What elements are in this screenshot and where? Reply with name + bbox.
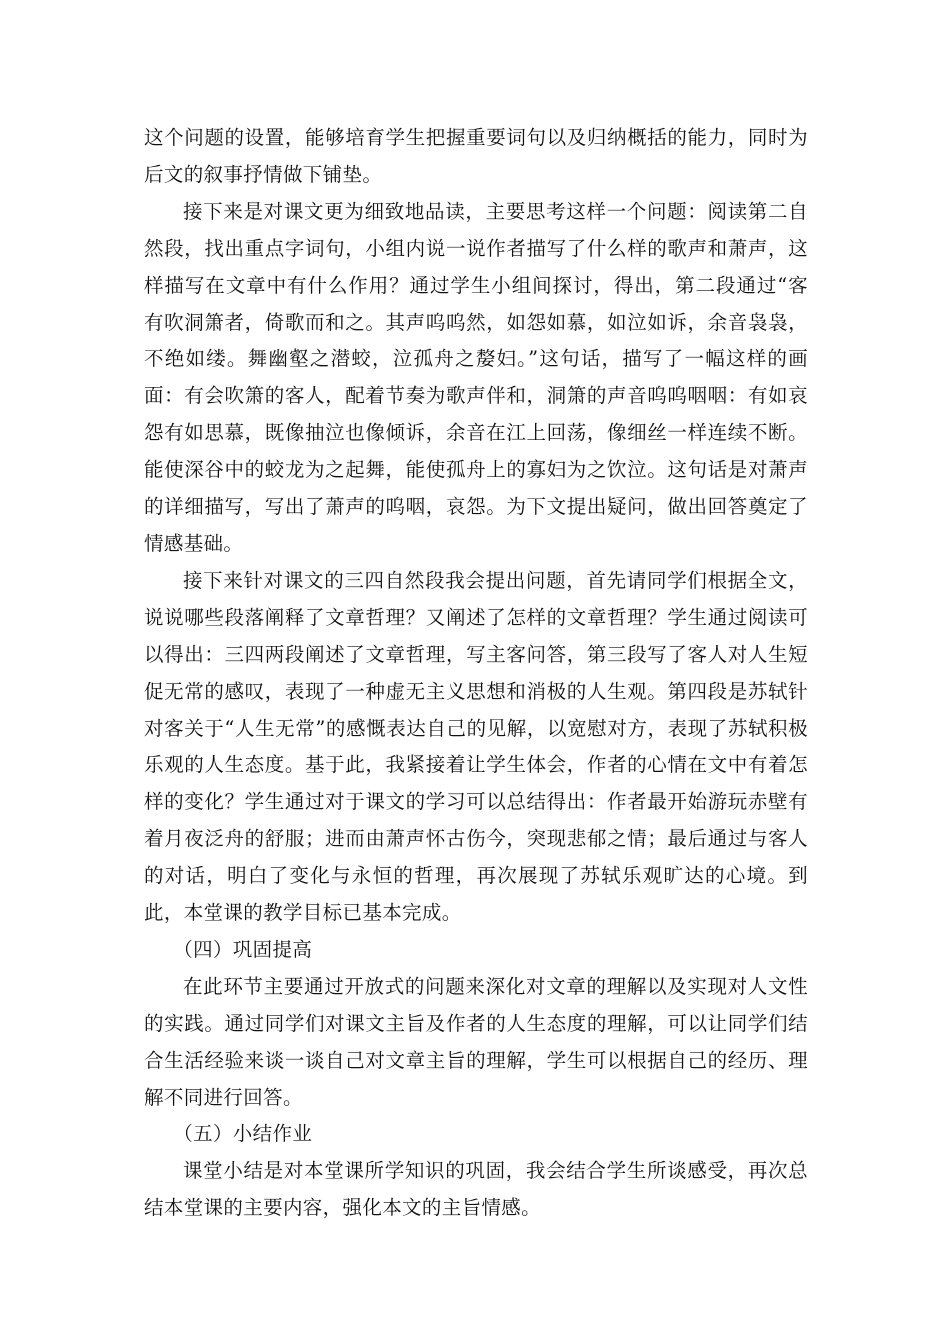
- section-heading-consolidation: （四）巩固提高: [173, 937, 313, 961]
- paragraph-analysis-second-section: 接下来是对课文更为细致地品读，主要思考这样一个问题：阅读第二自然段，找出重点字词句，小组内说一说作者描写了什么样的歌声和萧声，这样描写在文章中有什么作用？通过学生小组间探讨，得出，第二段通过“客有吹洞箫者，倚歌而和之。其声呜呜然，如怨如慕，如泣如诉，余音袅袅，不绝如缕。舞幽壑之潜蛟，泣孤舟之嫠妇。”这句话，描写了一幅这样的画面：有会吹箫的客人，配着节奏为歌声伴和，洞箫的声音呜呜咽咽：有如哀怨有如思慕，既像抽泣也像倾诉，余音在江上回荡，像细丝一样连续不断。能使深谷中的蛟龙为之起舞，能使孤舟上的寡妇为之饮泣。这句话是对萧声的详细描写，写出了萧声的呜咽，哀怨。为下文提出疑问，做出回答奠定了情感基础。: [144, 199, 808, 555]
- paragraph-continuation: 这个问题的设置，能够培育学生把握重要词句以及归纳概括的能力，同时为后文的叙事抒情做下铺垫。: [144, 126, 808, 186]
- paragraph-summary: 课堂小结是对本堂课所学知识的巩固，我会结合学生所谈感受，再次总结本堂课的主要内容，强化本文的主旨情感。: [144, 1159, 808, 1220]
- section-heading-summary-homework: （五）小结作业: [173, 1122, 313, 1146]
- paragraph-consolidation: 在此环节主要通过开放式的问题来深化对文章的理解以及实现对人文性的实践。通过同学们对课文主旨及作者的人生态度的理解，可以让同学们结合生活经验来谈一谈自己对文章主旨的理解，学生可以根据自己的经历、理解不同进行回答。: [144, 974, 808, 1109]
- document-body: [144, 120, 808, 1227]
- paragraph-analysis-third-fourth-sections: 接下来针对课文的三四自然段我会提出问题，首先请同学们根据全文，说说哪些段落阐释了文章哲理？又阐述了怎样的文章哲理？学生通过阅读可以得出：三四两段阐述了文章哲理，写主客问答，第三段写了客人对人生短促无常的感叹，表现了一种虚无主义思想和消极的人生观。第四段是苏轼针对客关于“人生无常”的感慨表达自己的见解，以宽慰对方，表现了苏轼积极乐观的人生态度。基于此，我紧接着让学生体会，作者的心情在文中有着怎样的变化？学生通过对于课文的学习可以总结得出：作者最开始游玩赤壁有着月夜泛舟的舒服；进而由萧声怀古伤今，突现悲郁之情；最后通过与客人的对话，明白了变化与永恒的哲理，再次展现了苏轼乐观旷达的心境。到此，本堂课的教学目标已基本完成。: [144, 568, 808, 925]
